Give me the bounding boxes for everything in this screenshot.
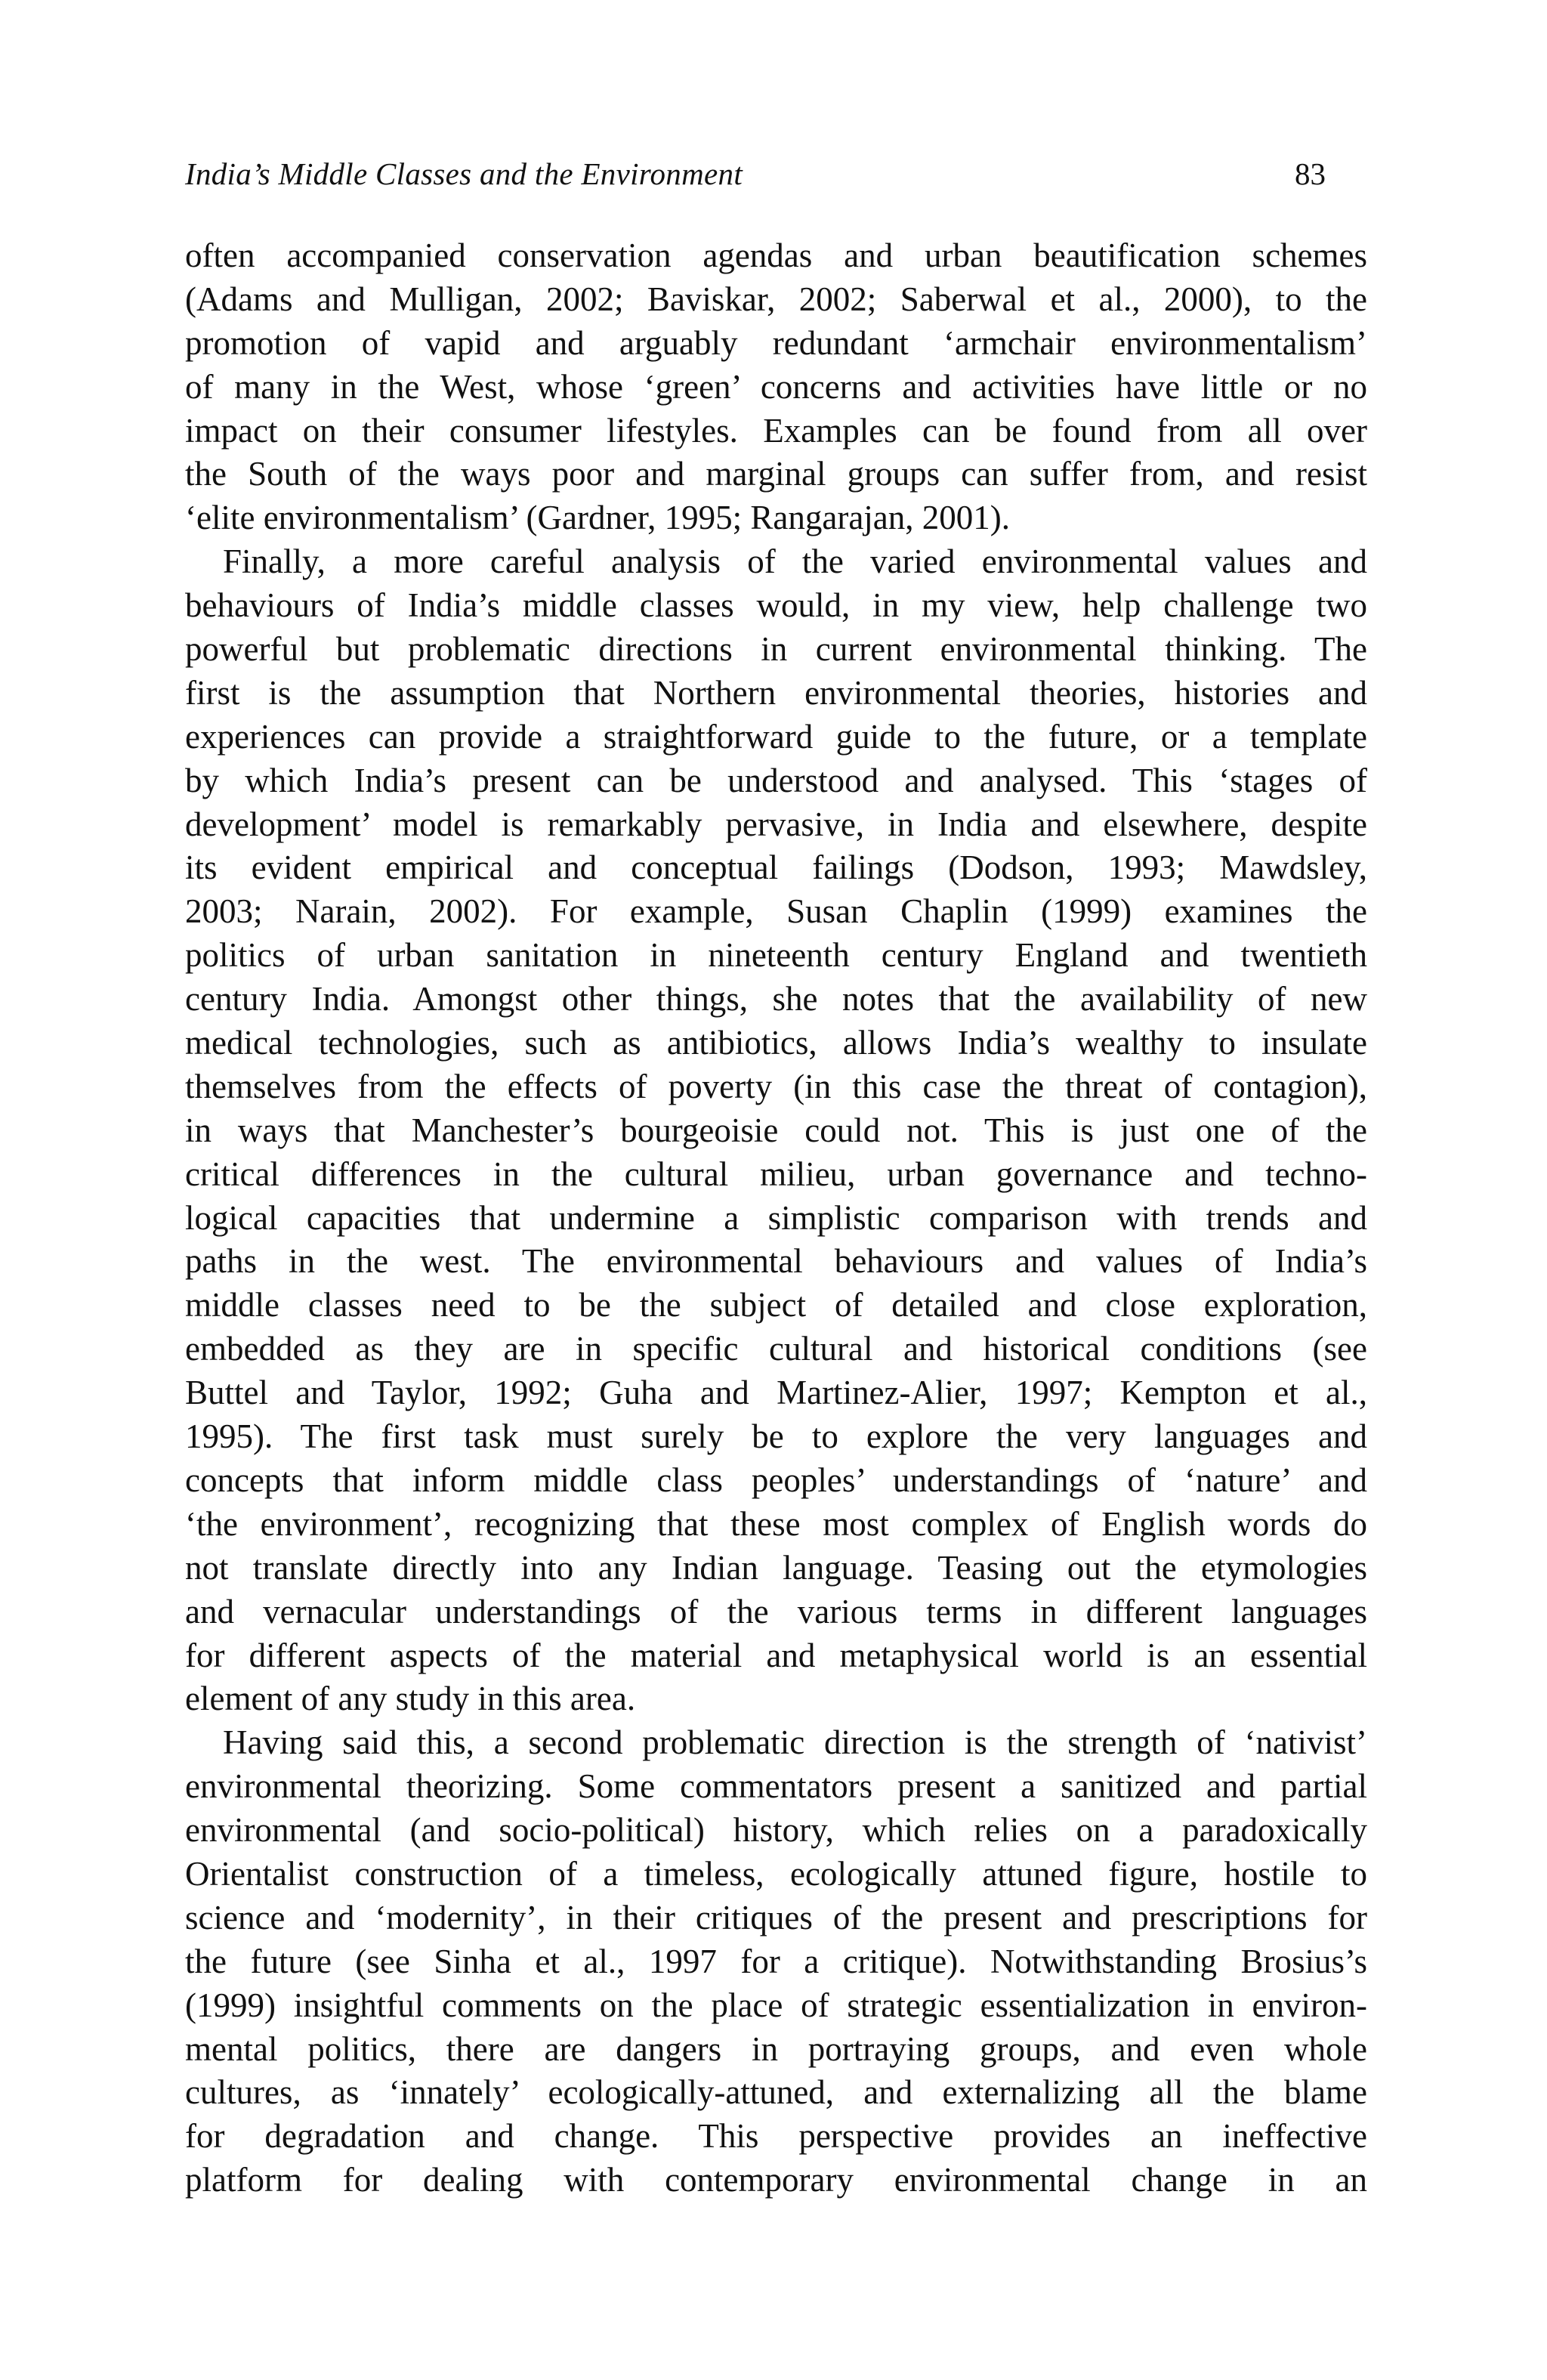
text-line: politics of urban sanitation in nineteenth century England and twentieth — [185, 936, 1367, 975]
text-line: cultures, as ‘innately’ ecologically-attuned, and externalizing all the blame — [185, 2073, 1367, 2112]
text-line: (Adams and Mulligan, 2002; Baviskar, 2002; Saberwal et al., 2000), to the — [185, 280, 1367, 318]
text-line: experiences can provide a straightforward guide to the future, or a template — [185, 717, 1367, 756]
text-line: for different aspects of the material and metaphysical world is an essential — [185, 1636, 1367, 1674]
text-line: platform for dealing with contemporary environmental change in an — [185, 2161, 1367, 2199]
text-line: embedded as they are in specific cultural and historical conditions (see — [185, 1330, 1367, 1368]
text-line: (1999) insightful comments on the place of strategic essentialization in environ- — [185, 1986, 1367, 2024]
text-line: environmental theorizing. Some commentators present a sanitized and partial — [185, 1767, 1367, 1806]
text-line: the South of the ways poor and marginal groups can suffer from, and resist — [185, 455, 1367, 493]
text-line: paths in the west. The environmental behaviours and values of India’s — [185, 1242, 1367, 1281]
text-line: 1995). The first task must surely be to explore the very languages and — [185, 1417, 1367, 1456]
text-line: themselves from the effects of poverty (in this case the threat of contagion), — [185, 1067, 1367, 1105]
text-line: development’ model is remarkably pervasive, in India and elsewhere, despite — [185, 805, 1367, 843]
paragraph-2 — [185, 540, 1367, 1721]
text-line: critical differences in the cultural milieu, urban governance and techno- — [185, 1154, 1367, 1193]
text-line: 2003; Narain, 2002). For example, Susan Chaplin (1999) examines the — [185, 892, 1367, 931]
text-line: Orientalist construction of a timeless, ecologically attuned figure, hostile to — [185, 1854, 1367, 1893]
text-line: its evident empirical and conceptual failings (Dodson, 1993; Mawdsley, — [185, 848, 1367, 887]
text-line: of many in the West, whose ‘green’ concerns and activities have little or no — [185, 367, 1367, 406]
text-line: Buttel and Taylor, 1992; Guha and Martinez-Alier, 1997; Kempton et al., — [185, 1374, 1367, 1412]
text-line: Having said this, a second problematic direction is the strength of ‘nativist’ — [223, 1723, 1367, 1762]
text-line: not translate directly into any Indian language. Teasing out the etymologies — [185, 1548, 1367, 1587]
paragraph-1 — [185, 234, 1367, 540]
text-line: often accompanied conservation agendas and urban beautification schemes — [185, 236, 1367, 274]
page-number: 83 — [1295, 156, 1326, 191]
text-line: element of any study in this area. — [185, 1680, 636, 1718]
text-line: and vernacular understandings of the various terms in different languages — [185, 1592, 1367, 1630]
text-line: powerful but problematic directions in current environmental thinking. The — [185, 630, 1367, 669]
text-line: science and ‘modernity’, in their critiques of the present and prescriptions for — [185, 1898, 1367, 1936]
text-line: logical capacities that undermine a simplistic comparison with trends and — [185, 1198, 1367, 1237]
body-text — [185, 234, 1367, 2202]
text-line: for degradation and change. This perspective provides an ineffective — [185, 2117, 1367, 2156]
paragraph-3 — [185, 1721, 1367, 2202]
text-line: ‘the environment’, recognizing that these most complex of English words do — [185, 1504, 1367, 1543]
text-line: first is the assumption that Northern environmental theories, histories and — [185, 673, 1367, 712]
text-line: concepts that inform middle class peoples’ understandings of ‘nature’ and — [185, 1460, 1367, 1499]
text-line: ‘elite environmentalism’ (Gardner, 1995; Rangarajan, 2001). — [185, 499, 1010, 537]
text-line: Finally, a more careful analysis of the varied environmental values and — [223, 542, 1367, 581]
text-line: by which India’s present can be understood and analysed. This ‘stages of — [185, 761, 1367, 799]
page-header — [185, 151, 1326, 196]
text-line: century India. Amongst other things, she notes that the availability of new — [185, 980, 1367, 1018]
text-line: promotion of vapid and arguably redundant ‘armchair environmentalism’ — [185, 323, 1367, 362]
text-line: behaviours of India’s middle classes would, in my view, help challenge two — [185, 586, 1367, 625]
text-line: environmental (and socio-political) history, which relies on a paradoxically — [185, 1811, 1367, 1850]
text-line: mental politics, there are dangers in portraying groups, and even whole — [185, 2029, 1367, 2068]
text-line: impact on their consumer lifestyles. Examples can be found from all over — [185, 411, 1367, 450]
text-line: medical technologies, such as antibiotics, allows India’s wealthy to insulate — [185, 1024, 1367, 1062]
text-line: middle classes need to be the subject of detailed and close exploration, — [185, 1286, 1367, 1324]
text-line: in ways that Manchester’s bourgeoisie could not. This is just one of the — [185, 1111, 1367, 1149]
text-line: the future (see Sinha et al., 1997 for a critique). Notwithstanding Brosius’s — [185, 1942, 1367, 1980]
running-title: India’s Middle Classes and the Environment — [185, 156, 743, 191]
